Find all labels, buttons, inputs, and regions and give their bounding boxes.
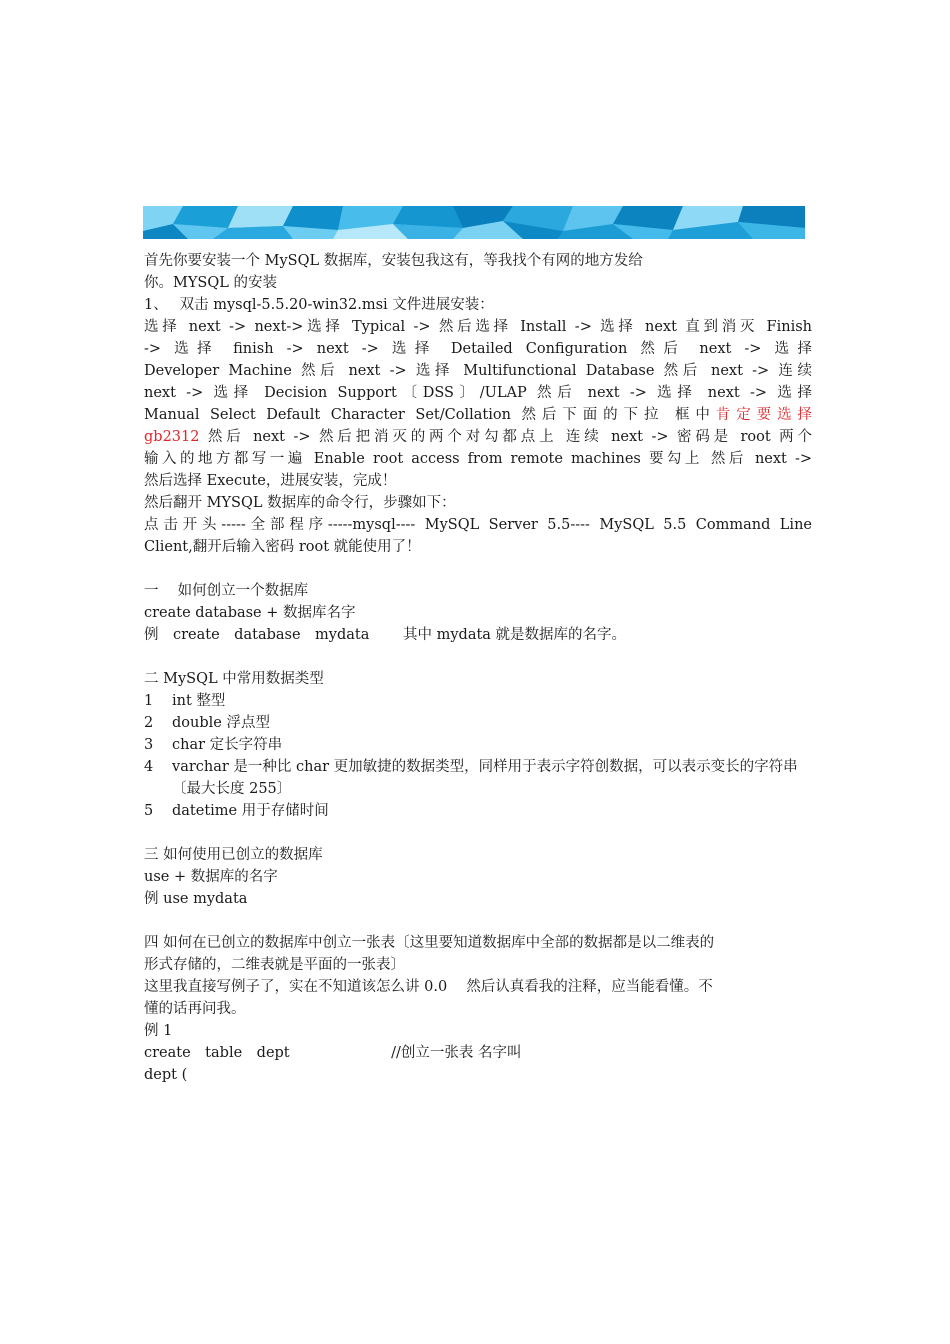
intro-line-2: 你。MYSQL 的安装 (144, 275, 277, 291)
section3-title: 三 如何使用已创立的数据库 (144, 847, 323, 863)
list-item-number: 2 (144, 715, 154, 731)
cmd-line-2: Client,翻开后输入密码 root 就能使用了！ (144, 539, 421, 555)
list-item-text: char 定长字符串 (172, 737, 283, 753)
section3-syntax: use + 数据库的名字 (144, 869, 278, 885)
list-item (144, 756, 812, 800)
gb2312-highlight: gb2312 (144, 429, 200, 445)
list-item-number: 1 (144, 693, 154, 709)
install-line-4: next -> 选择 Decision Support〔DSS〕/ULAP 然后 next -> 选择 next -> 选择 (144, 385, 812, 401)
install-line-3: Developer Machine 然后 next -> 选择 Multifunctional Database 然后 next -> 连续 (144, 363, 812, 379)
cmd-intro: 然后翻开 MYSQL 数据库的命令行，步骤如下： (144, 495, 456, 511)
charset-highlight: 肯定要选择 (715, 407, 812, 423)
list-item-text: datetime 用于存储时间 (172, 803, 329, 819)
install-step: 1、 双击 mysql-5.5.20-win32.msi 文件进展安装： (144, 297, 494, 313)
section4-note-2: 懂的话再问我。 (144, 1001, 246, 1017)
list-item-text: int 整型 (172, 693, 226, 709)
install-line-7: 输入的地方都写一遍 Enable root access from remote machines 要勾上 然后 next -> (144, 451, 812, 467)
intro-line-1: 首先你要安装一个 MySQL 数据库，安装包我这有，等我找个有网的地方发给 (144, 253, 643, 269)
code-line-1: create table dept //创立一张表 名字叫 (144, 1045, 522, 1061)
install-line-5-text: Manual Select Default Character Set/Collation 然后下面的下拉 框中 (144, 407, 716, 423)
install-line-6 (144, 426, 812, 448)
list-item-text: varchar 是一种比 char 更加敏捷的数据类型，同样用于表示字符创数据，可以表示变长的字符串〔最大长度 255〕 (172, 759, 798, 797)
section2-title: 二 MySQL 中常用数据类型 (144, 671, 324, 687)
install-line-5 (144, 404, 812, 426)
section4-example-label: 例 1 (144, 1023, 173, 1039)
install-line-8: 然后选择 Execute，进展安装，完成！ (144, 473, 397, 489)
datatype-list (144, 690, 812, 822)
list-item (144, 800, 812, 822)
install-line-2: -> 选择 finish -> next -> 选择 Detailed Configuration 然后 next -> 选择 (144, 341, 812, 357)
list-item-number: 4 (144, 759, 154, 775)
list-item (144, 734, 812, 756)
list-item (144, 690, 812, 712)
install-line-1: 选择 next -> next->选择 Typical -> 然后选择 Install -> 选择 next 直到消灭 Finish (144, 319, 812, 335)
header-banner (143, 206, 805, 239)
section1-title: 一 如何创立一个数据库 (144, 583, 309, 599)
section4-title-1: 四 如何在已创立的数据库中创立一张表〔这里要知道数据库中全部的数据都是以二维表的 (144, 935, 715, 951)
section1-syntax: create database + 数据库名字 (144, 605, 356, 621)
section4-note-1: 这里我直接写例子了，实在不知道该怎么讲 0.0 然后认真看我的注释，应当能看懂。不 (144, 979, 713, 995)
section1-example: 例 create database mydata 其中 mydata 就是数据库的名字。 (144, 627, 627, 643)
list-item-text: double 浮点型 (172, 715, 270, 731)
install-line-6-text: 然后 next -> 然后把消灭的两个对勾都点上 连续 next -> 密码是 root 两个 (199, 429, 812, 445)
code-line-2: dept ( (144, 1067, 188, 1083)
section3-example: 例 use mydata (144, 891, 248, 907)
cmd-line-1: 点击开头-----全部程序-----mysql---- MySQL Server 5.5---- MySQL 5.5 Command Line (144, 517, 812, 533)
list-item (144, 712, 812, 734)
list-item-number: 5 (144, 803, 154, 819)
section4-title-2: 形式存储的，二维表就是平面的一张表〕 (144, 957, 405, 973)
list-item-number: 3 (144, 737, 154, 753)
document-body (144, 250, 812, 1086)
